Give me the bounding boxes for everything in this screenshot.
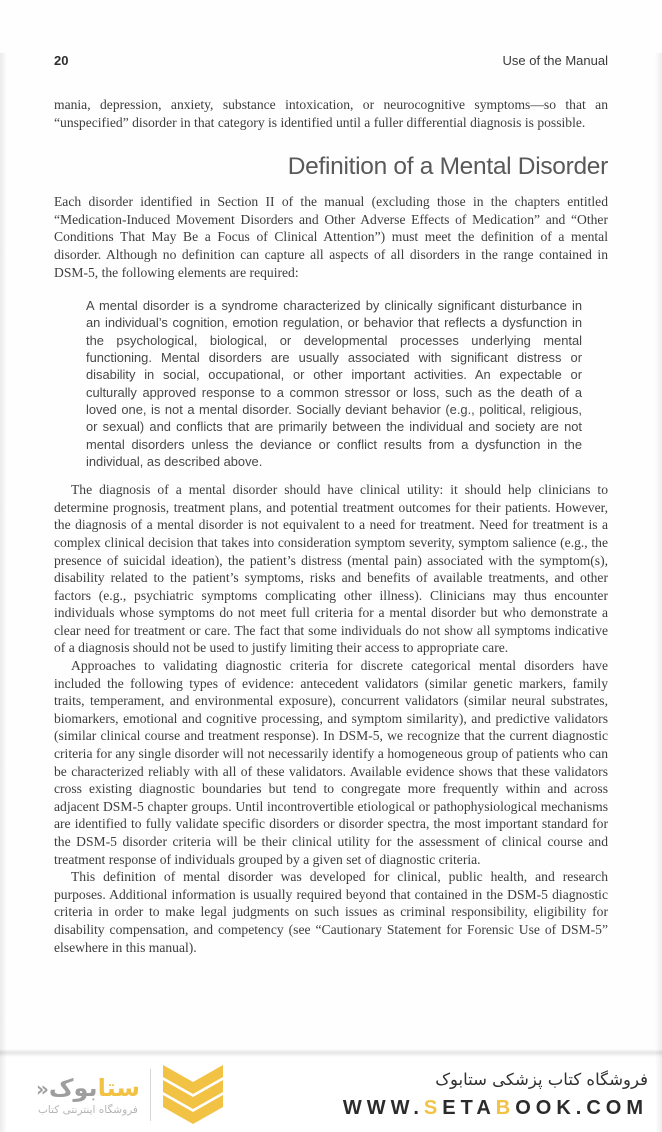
- definition-blockquote: A mental disorder is a syndrome characterized by clinically significant disturbance in an individual’s cognition, emotion regulation, or behavior that reflects a dysfunction in the psychological, biological, or developmental processes underlying mental functioning. Mental disorders are usually associated with significant distress or disability in social, occupational, or other important activities. An expectable or culturally approved response to a common stressor or loss, such as the death of a loved one, is not a mental disorder. Socially deviant behavior (e.g., political, religious, or sexual) and conflicts that are primarily between the individual and society are not mental disorders unless the deviance or conflict results from a dysfunction in the individual, as described above.: [86, 298, 582, 469]
- footer: [0, 1058, 662, 1132]
- document-page: [0, 53, 662, 956]
- guillemet-mark: «: [36, 1076, 49, 1101]
- article-body: [54, 96, 608, 956]
- section-heading: Definition of a Mental Disorder: [287, 153, 608, 181]
- lead-paragraph: Each disorder identified in Section II of the manual (excluding those in the chapters entitled “Medication-Induced Movement Disorders and Other Adverse Effects of Medication” and “Other Conditions That May Be a Focus of Clinical Attention”) must meet the definition of a mental disorder. Although no definition can capture all aspects of all disorders in the range contained in DSM-5, the following elements are required:: [54, 194, 608, 280]
- triple-chevron-emblem-icon: [161, 1065, 225, 1125]
- footer-contact-block: [343, 1069, 648, 1121]
- wordmark-gray-part: بوک: [48, 1073, 98, 1102]
- running-title: Use of the Manual: [502, 53, 608, 68]
- body-paragraph: The diagnosis of a mental disorder should have clinical utility: it should help clinicians to determine prognosis, treatment plans, and potential treatment outcomes for their patients. However, the diagnosis of a mental disorder is not equivalent to a need for treatment. Need for treatment is a complex clinical decision that takes into consideration symptom severity, symptom salience (e.g., the presence of suicidal ideation), the patient’s distress (mental pain) associated with the symptom(s), disability related to the patient’s symptoms, risks and benefits of available treatments, and other factors (e.g., psychiatric symptoms complicating other illness). Clinicians may thus encounter individuals whose symptoms do not meet full criteria for a mental disorder but who demonstrate a clear need for treatment or care. The fact that some individuals do not show all symptoms indicative of a diagnosis should not be used to justify limiting their access to appropriate care.: [54, 482, 608, 656]
- footer-divider: [0, 1049, 662, 1057]
- body-paragraph: This definition of mental disorder was developed for clinical, public health, and research purposes. Additional information is usually required beyond that contained in the DSM-5 diagnostic criteria in order to make legal judgments on such issues as criminal responsibility, eligibility for disability compensation, and competency (see “Cautionary Statement for Forensic Use of DSM-5” elsewhere in this manual).: [54, 869, 608, 955]
- logo-divider: [150, 1069, 151, 1121]
- logo-tagline: فروشگاه اینترنتی کتاب: [38, 1103, 138, 1116]
- logo-wordmark-block: [36, 1075, 140, 1116]
- setabook-logo: [36, 1065, 225, 1125]
- intro-paragraph: mania, depression, anxiety, substance intoxication, or neurocognitive symptoms—so that an “unspecified” disorder in that category is identified until a fuller differential diagnosis is possible.: [54, 97, 608, 130]
- shop-title-farsi: فروشگاه کتاب پزشکی ستابوک: [435, 1070, 648, 1089]
- page-number: 20: [54, 53, 69, 68]
- running-head: [54, 53, 608, 68]
- body-paragraph: Approaches to validating diagnostic criteria for discrete categorical mental disorders have included the following types of evidence: antecedent validators (similar genetic markers, family traits, temperament, and environmental exposure), concurrent validators (similar neural substrates, biomarkers, emotional and cognitive processing, and symptom similarity), and predictive validators (similar clinical course and treatment response). In DSM-5, we recognize that the current diagnostic criteria for any single disorder will not necessarily identify a homogeneous group of patients who can be characterized reliably with all of these validators. Available evidence shows that these validators cross existing diagnostic boundaries but tend to congregate more frequently within and across adjacent DSM-5 chapter groups. Until incontrovertible etiological or pathophysiological mechanisms are identified to fully validate specific disorders or disorder spectra, the most important standard for the DSM-5 disorder criteria will be their clinical utility for the assessment of clinical course and treatment response of individuals grouped by a given set of diagnostic criteria.: [54, 658, 608, 867]
- website-url: WWW.SETABOOK.COM: [342, 1097, 648, 1119]
- wordmark-yellow-part: ستا: [97, 1073, 140, 1102]
